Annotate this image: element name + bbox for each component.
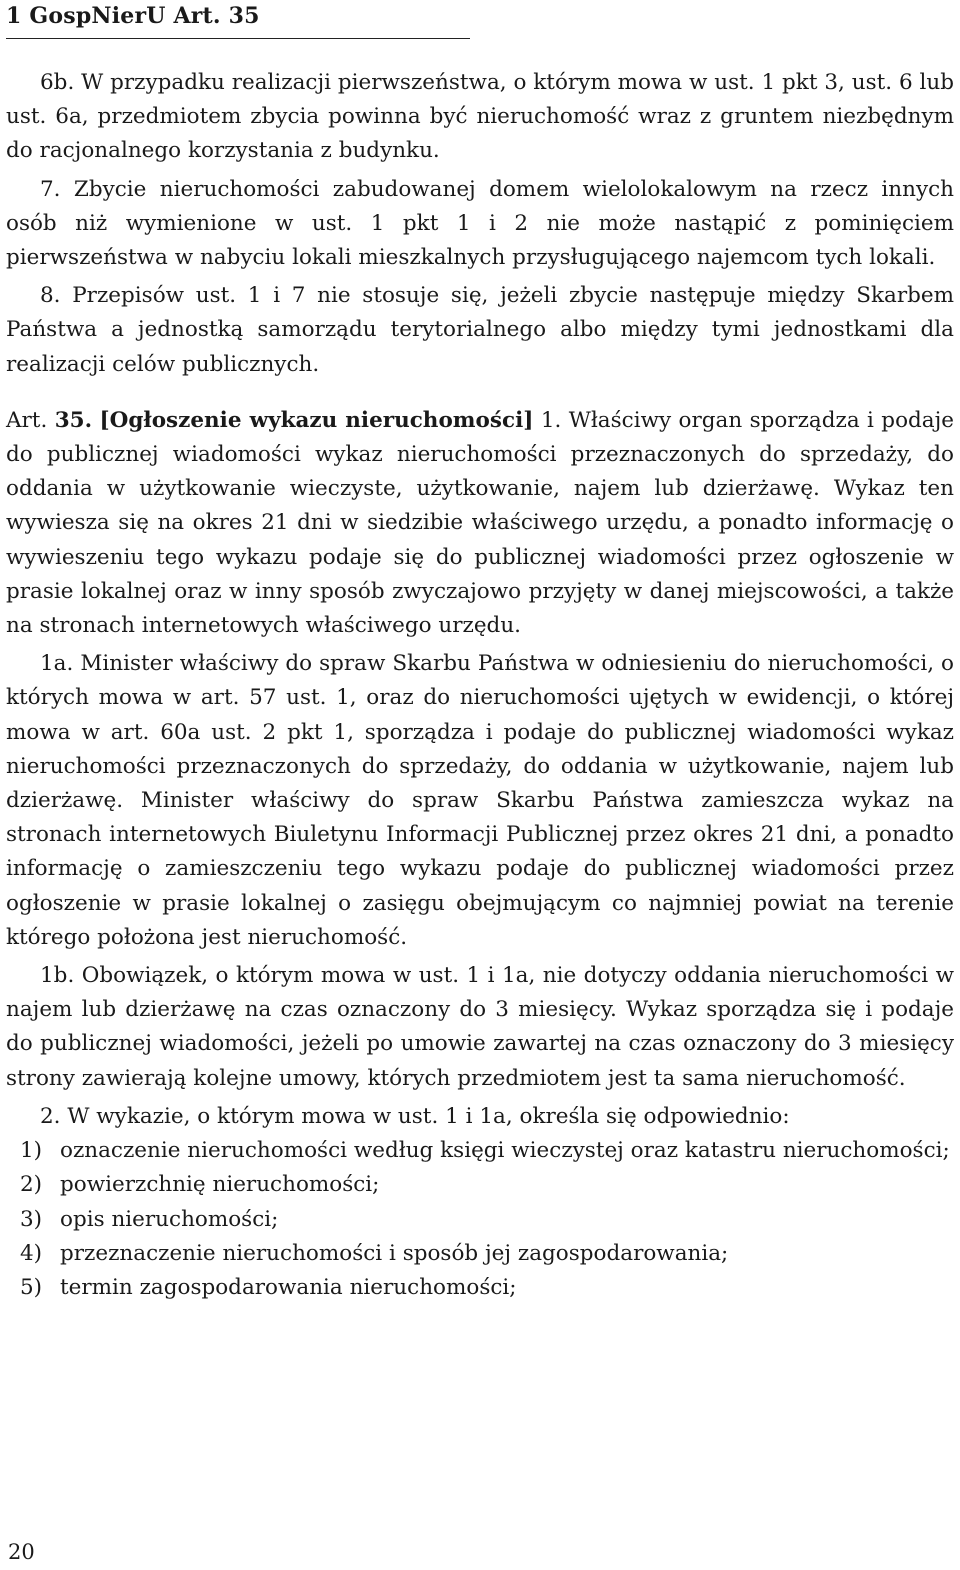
list-item-text: termin zagospodarowania nieruchomości; [60,1274,517,1300]
header-rule [6,38,470,39]
paragraph-1: 1. Właściwy organ sporządza i podaje do publicznej wiadomości wykaz nieruchomości przeznaczonych do sprzedaży, do oddania w użytkowanie wieczyste, użytkowanie, najem lub dzierżawę. Wykaz ten wywiesza się na okres 21 dni w siedzibie właściwego urzędu, a ponadto informację o wywieszeniu tego wykazu podaje się do publicznej wiadomości przez ogłoszenie w prasie lokalnej oraz w inny sposób zwyczajowo przyjęty w danej miejscowości, a także na stronach internetowych właściwego urzędu. [6,407,954,639]
list-item-text: opis nieruchomości; [60,1206,279,1232]
list-item-text: przeznaczenie nieruchomości i sposób jej zagospodarowania; [60,1240,729,1266]
article-number: 35. [54,407,93,433]
list-item-number: 5) [20,1274,43,1300]
enumeration-list [6,1134,954,1305]
list-item-text: powierzchnię nieruchomości; [60,1172,380,1198]
document-body [6,66,954,1305]
list-item [6,1203,954,1237]
article-35-heading [6,404,954,643]
paragraph-2: 2. W wykazie, o którym mowa w ust. 1 i 1a, określa się odpowiednio: [40,1103,790,1129]
list-item-number: 1) [20,1138,43,1164]
list-item-number: 3) [20,1206,43,1232]
list-item [6,1271,954,1305]
list-item-text: oznaczenie nieruchomości według księgi wieczystej oraz katastru nieruchomości; [60,1138,950,1164]
page-number: 20 [8,1540,35,1564]
paragraph-1a: 1a. Minister właściwy do spraw Skarbu Państwa w odniesieniu do nieruchomości, o których mowa w art. 57 ust. 1, oraz do nieruchomości ujętych w ewidencji, o której mowa w art. 60a ust. 2 pkt 1, sporządza i podaje do publicznej wiadomości wykaz nieruchomości przeznaczonych do sprzedaży, do oddania w użytkowanie, najem lub dzierżawę. Minister właściwy do spraw Skarbu Państwa zamieszcza wykaz na stronach internetowych Biuletynu Informacji Publicznej przez okres 21 dni, a ponadto informację o zamieszczeniu tego wykazu podaje do publicznej wiadomości przez ogłoszenie w prasie lokalnej o zasięgu obejmującym co najmniej powiat na terenie którego położona jest nieruchomość. [6,651,954,950]
article-title: [Ogłoszenie wykazu nieruchomości] [99,407,534,433]
list-item [6,1168,954,1202]
list-item-number: 2) [20,1172,43,1198]
paragraph-1b: 1b. Obowiązek, o którym mowa w ust. 1 i 1a, nie dotyczy oddania nieruchomości w najem lub dzierżawę na czas oznaczony do 3 miesięcy. Wykaz sporządza się i podaje do publicznej wiadomości, jeżeli po umowie zawartej na czas oznaczony do 3 miesięcy strony zawierają kolejne umowy, których przedmiotem jest ta sama nieruchomość. [6,963,954,1091]
list-item [6,1237,954,1271]
running-header: 1 GospNierU Art. 35 [6,3,260,29]
article-label: Art. [6,407,48,433]
paragraph-7: 7. Zbycie nieruchomości zabudowanej domem wielolokalowym na rzecz innych osób niż wymienione w ust. 1 pkt 1 i 2 nie może nastąpić z pominięciem pierwszeństwa w nabyciu lokali mieszkalnych przysługującego najemcom tych lokali. [6,176,954,271]
paragraph-8: 8. Przepisów ust. 1 i 7 nie stosuje się, jeżeli zbycie następuje między Skarbem Państwa a jednostką samorządu terytorialnego albo między tymi jednostkami dla realizacji celów publicznych. [6,283,954,377]
list-item [6,1134,954,1168]
list-item-number: 4) [20,1240,43,1266]
paragraph-6b: 6b. W przypadku realizacji pierwszeństwa, o którym mowa w ust. 1 pkt 3, ust. 6 lub ust. 6a, przedmiotem zbycia powinna być nieruchomość wraz z gruntem niezbędnym do racjonalnego korzystania z budynku. [6,70,954,164]
